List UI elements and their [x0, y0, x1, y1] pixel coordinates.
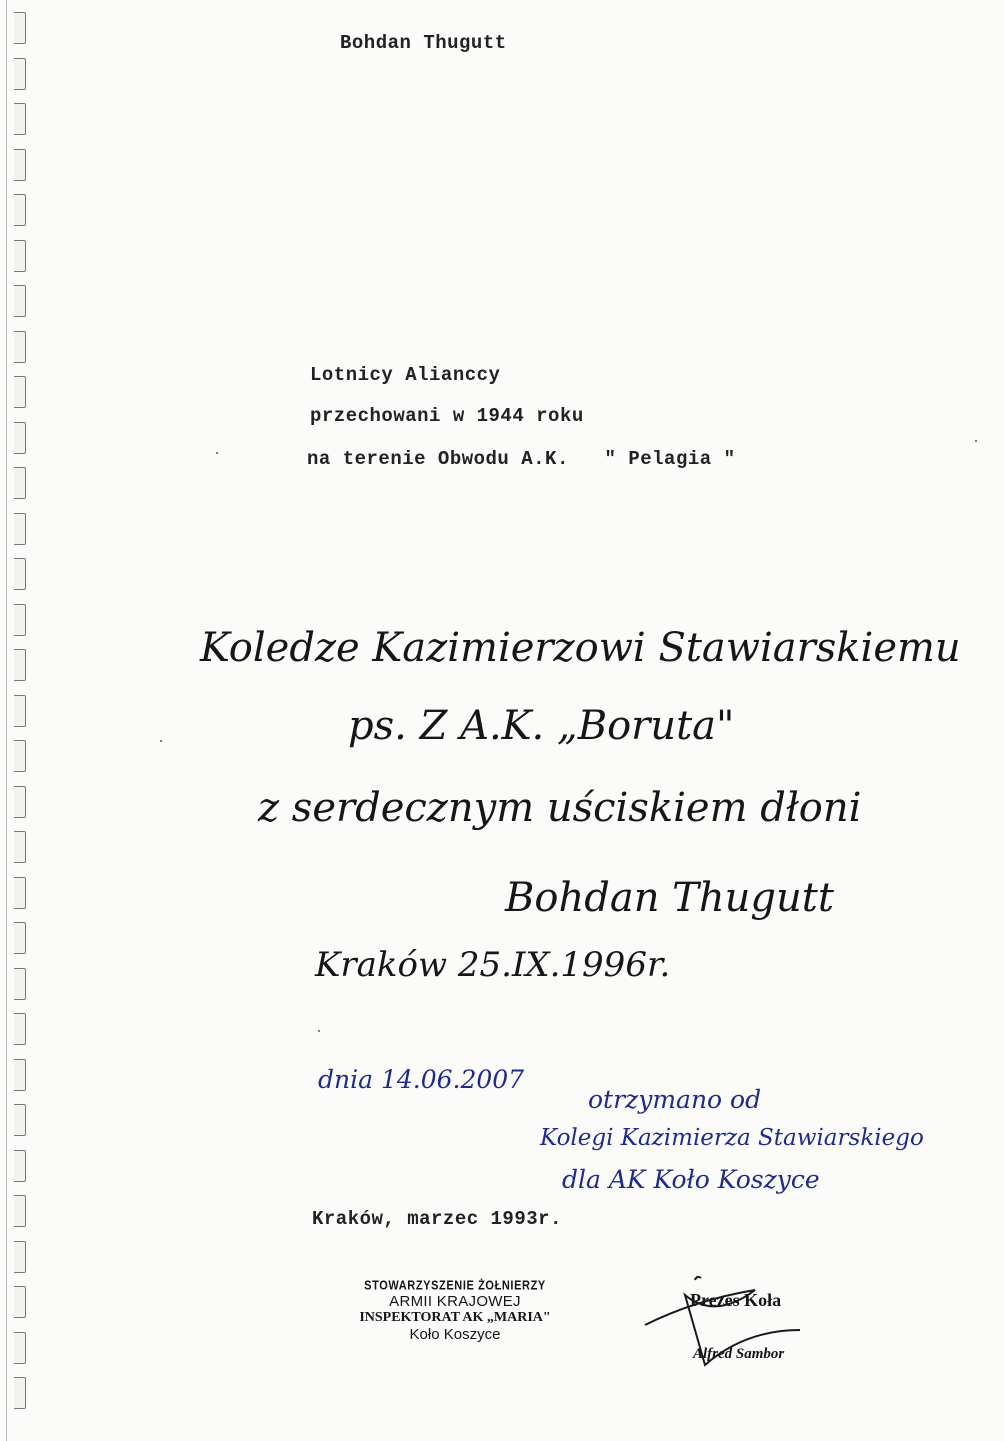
- association-stamp: [350, 1280, 560, 1343]
- title-line-2: przechowani w 1944 roku: [310, 405, 584, 427]
- dedication-line-1: Koledze Kazimierzowi Stawiarskiemu: [200, 625, 961, 671]
- binding-hole: [14, 877, 26, 909]
- binding-hole: [14, 103, 26, 135]
- stamp-line-1: STOWARZYSZENIE ŻOŁNIERZY: [364, 1279, 546, 1293]
- binding-hole: [14, 558, 26, 590]
- note-date: dnia 14.06.2007: [318, 1065, 525, 1094]
- president-name: Alfred Sambor: [693, 1346, 785, 1362]
- title-line-3: na terenie Obwodu A.K. " Pelagia ": [307, 448, 736, 470]
- dedication-line-3: z serdecznym uściskiem dłoni: [258, 785, 862, 831]
- binding-hole: [14, 58, 26, 90]
- binding-hole: [14, 331, 26, 363]
- binding-hole: [14, 422, 26, 454]
- title-line-1: Lotnicy Alianccy: [310, 364, 501, 386]
- binding-hole: [14, 1332, 26, 1364]
- stamp-line-3: INSPEKTORAT AK „MARIA": [359, 1309, 551, 1325]
- paper-speck: [975, 440, 977, 442]
- binding-hole: [14, 695, 26, 727]
- binding-hole: [14, 285, 26, 317]
- header-author: Bohdan Thugutt: [340, 32, 507, 54]
- binding-hole: [14, 376, 26, 408]
- binding-hole: [14, 1195, 26, 1227]
- note-donor: Kolegi Kazimierza Stawiarskiego: [540, 1125, 924, 1151]
- binding-hole: [14, 604, 26, 636]
- binding-hole: [14, 1241, 26, 1273]
- binding-hole: [14, 1286, 26, 1318]
- binding-hole: [14, 467, 26, 499]
- dedication-signature: Bohdan Thugutt: [505, 875, 834, 921]
- binding-hole: [14, 1013, 26, 1045]
- president-label: Prezes Koła: [690, 1290, 782, 1310]
- paper-speck: [160, 740, 162, 742]
- binding-hole: [14, 649, 26, 681]
- binding-hole: [14, 1377, 26, 1409]
- binding-hole: [14, 1150, 26, 1182]
- binding-hole: [14, 1104, 26, 1136]
- binding-hole: [14, 12, 26, 44]
- president-signature-mark: [635, 1270, 835, 1380]
- binding-edge: [6, 0, 7, 1441]
- binding-hole: [14, 831, 26, 863]
- binding-hole: [14, 240, 26, 272]
- dedication-line-2: ps. Z A.K. „Boruta": [348, 703, 735, 749]
- paper-speck: [318, 1030, 320, 1032]
- note-recipient: dla AK Koło Koszyce: [562, 1165, 820, 1194]
- binding-hole: [14, 922, 26, 954]
- stamp-line-2: ARMII KRAJOWEJ: [389, 1292, 521, 1310]
- dedication-date: Kraków 25.IX.1996r.: [315, 945, 671, 985]
- binding-hole: [14, 786, 26, 818]
- spiral-binding: [0, 0, 40, 1441]
- binding-hole: [14, 968, 26, 1000]
- footer-place-date: Kraków, marzec 1993r.: [312, 1208, 562, 1230]
- binding-hole: [14, 1059, 26, 1091]
- binding-hole: [14, 149, 26, 181]
- paper-speck: [216, 452, 218, 454]
- stamp-line-4: Koło Koszyce: [409, 1325, 501, 1343]
- binding-hole: [14, 740, 26, 772]
- note-received: otrzymano od: [588, 1085, 762, 1114]
- binding-hole: [14, 194, 26, 226]
- binding-hole: [14, 513, 26, 545]
